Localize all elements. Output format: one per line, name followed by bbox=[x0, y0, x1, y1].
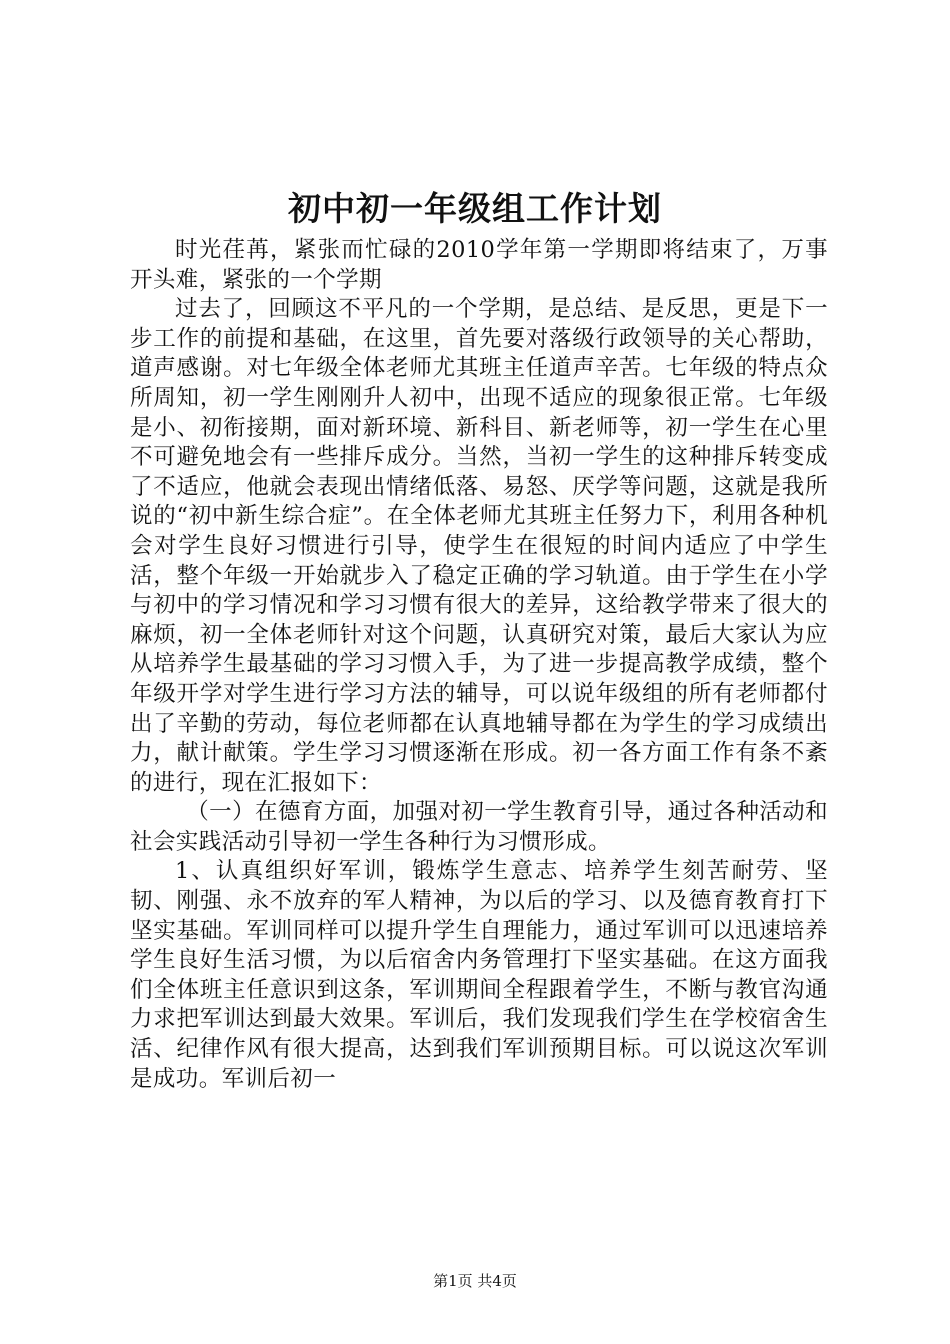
paragraph-section-1: （一）在德育方面，加强对初一学生教育引导，通过各种活动和社会实践活动引导初一学生各种行为习惯形成。 bbox=[130, 799, 828, 855]
paragraph-intro: 时光荏苒，紧张而忙碌的2010学年第一学期即将结束了，万事开头难，紧张的一个学期 bbox=[130, 237, 828, 293]
page-title: 初中初一年级组工作计划 bbox=[288, 189, 662, 228]
page-footer: 第1页 共4页 bbox=[433, 1272, 517, 1290]
paragraph-item-1: 1、认真组织好军训，锻炼学生意志、培养学生刻苦耐劳、坚韧、刚强、永不放弃的军人精神，为以后的学习、以及德育教育打下坚实基础。军训同样可以提升学生自理能力，通过军训可以迅速培养学生良好生活习惯，为以后宿舍内务管理打下坚实基础。在这方面我们全体班主任意识到这条，军训期间全程跟着学生，不断与教官沟通力求把军训达到最大效果。军训后，我们发现我们学生在学校宿舍生活、纪律作风有很大提高，达到我们军训预期目标。可以说这次军训是成功。军训后初一 bbox=[130, 858, 828, 1092]
paragraph-review: 过去了，回顾这不平凡的一个学期，是总结、是反思，更是下一步工作的前提和基础，在这里，首先要对落级行政领导的关心帮助，道声感谢。对七年级全体老师尤其班主任道声辛苦。七年级的特点众所周知，初一学生刚刚升人初中，出现不适应的现象很正常。七年级是小、初衔接期，面对新环境、新科目、新老师等，初一学生在心里不可避免地会有一些排斥成分。当然，当初一学生的这种排斥转变成了不适应，他就会表现出情绪低落、易怒、厌学等问题，这就是我所说的“初中新生综合症”。在全体老师尤其班主任努力下，利用各种机会对学生良好习惯进行引导，使学生在很短的时间内适应了中学生活，整个年级一开始就步入了稳定正确的学习轨道。由于学生在小学与初中的学习情况和学习习惯有很大的差异，这给教学带来了很大的麻烦，初一全体老师针对这个问题，认真研究对策，最后大家认为应从培养学生最基础的学习习惯入手，为了进一步提高教学成绩，整个年级开学对学生进行学习方法的辅导，可以说年级组的所有老师都付出了辛勤的劳动，每位老师都在认真地辅导都在为学生的学习成绩出力，献计献策。学生学习习惯逐渐在形成。初一各方面工作有条不紊的进行，现在汇报如下： bbox=[130, 296, 828, 796]
document-body bbox=[130, 236, 828, 1094]
